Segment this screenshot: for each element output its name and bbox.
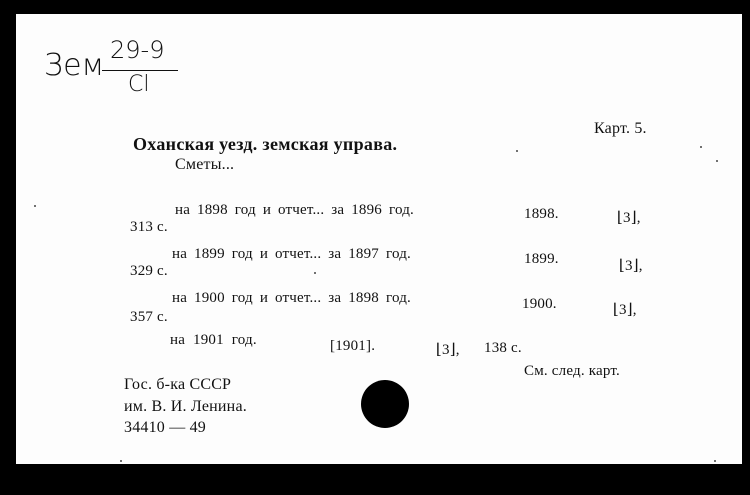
entry-pages: 329 с. (130, 263, 168, 279)
handwritten-denominator: Cl (128, 72, 150, 97)
scan-speck (120, 460, 122, 462)
handwritten-numerator: 29-9 (110, 36, 165, 64)
fraction-line (102, 70, 178, 71)
entry-year: 1900. (522, 296, 557, 312)
scan-speck (700, 146, 702, 148)
last-entry-pages: 138 с. (484, 340, 522, 356)
handwritten-prefix: Зем (44, 48, 105, 83)
entry-code: ⌊3⌋, (613, 302, 637, 318)
entry-year: 1898. (524, 206, 559, 222)
entry-pages: 313 с. (130, 219, 168, 235)
last-entry-code: ⌊3⌋, (436, 342, 460, 358)
entry-text: на 1900 год и отчет... за 1898 год. (172, 290, 411, 306)
last-entry-text: на 1901 год. (170, 332, 257, 348)
see-next-card: См. след. карт. (524, 363, 620, 379)
library-line-1: Гос. б-ка СССР (124, 376, 232, 393)
scan-speck (714, 460, 716, 462)
entry-text: на 1899 год и отчет... за 1897 год. (172, 246, 411, 262)
entry-code: ⌊3⌋, (617, 210, 641, 226)
library-line-3: 34410 — 49 (124, 419, 206, 436)
card-number: Карт. 5. (594, 120, 647, 137)
heading-title: Оханская уезд. земская управа. (133, 134, 398, 154)
entry-code: ⌊3⌋, (619, 258, 643, 274)
punch-hole (361, 380, 409, 428)
scan-speck (34, 205, 36, 207)
library-line-2: им. В. И. Ленина. (124, 398, 247, 415)
entry-year: 1899. (524, 251, 559, 267)
entry-pages: 357 с. (130, 309, 168, 325)
scan-speck (716, 160, 718, 162)
last-entry-year: [1901]. (330, 338, 376, 354)
scan-speck (314, 272, 316, 274)
scan-speck (516, 150, 518, 152)
heading-subtitle: Сметы... (175, 156, 235, 173)
entry-text: на 1898 год и отчет... за 1896 год. (175, 202, 414, 218)
